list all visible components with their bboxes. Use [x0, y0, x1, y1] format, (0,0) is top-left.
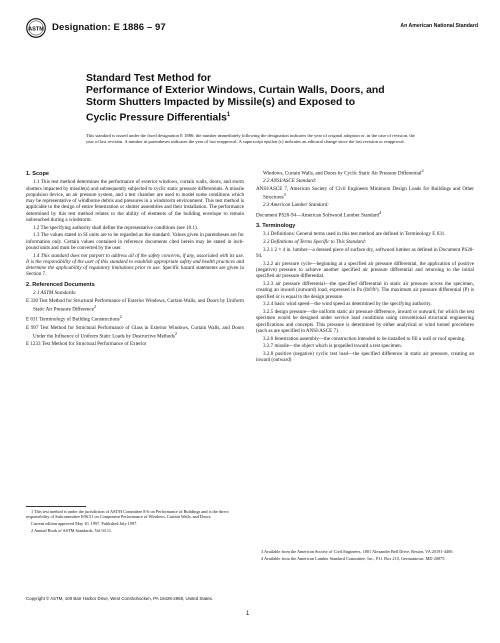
copyright-notice: Copyright © ASTM, 100 Barr Harbor Drive, West Conshohocken, PA 19428-2959, United States. [26, 596, 214, 601]
definition-3-2-5: 3.2.5 design pressure—the uniform static air pressure difference, inward or outward, for which the test specimen would be designed under service load conditions using conventional structural engineering specifications and concepts. This pressure is determined by either analytical or wind tunnel procedures (such as are specified in ANSI/ASCE 7). [256, 309, 474, 334]
paragraph-3-1: 3.1 Definitions: General terms used in this test method are defined in Terminology E 631. [263, 231, 446, 238]
reference-e1233-continued: Windows, Curtain Walls, and Doors by Cyclic Static Air Pressure Differential$^2$ [263, 168, 424, 177]
paragraph-1-3: 1.3 The values stated in SI units are to be regarded as the standard. Values given in parentheses are for information only. Certain values contained in reference documents cited herein may be stated in inch-pound units and must be converted by the user. [26, 232, 244, 251]
definition-3-2-8: 3.2.8 positive (negative) cyclic test load—the specified difference in static air pressure, creating an inward (outward) [256, 351, 474, 364]
title-line-1: Standard Test Method for [86, 73, 212, 84]
astm-logo-icon [26, 18, 46, 38]
left-column [26, 168, 244, 349]
reference-e631: E 631 Terminology of Building Constructions$^2$ [26, 314, 122, 323]
reference-e330: E 330 Test Method for Structural Performance of Exterior Windows, Curtain Walls, and Doors by Uniform Static Air Pressure Difference$^2$ [26, 297, 244, 313]
section-terminology-heading: 3. Terminology [256, 223, 296, 230]
reference-ps20-94: Document PS20-94—American Softwood Lumber Standard$^4$ [256, 210, 382, 219]
right-column [256, 168, 474, 365]
paragraph-1-1: 1.1 This test method determines the performance of exterior windows, curtain walls, doors, and storm shutters impacted by missile(s) and subsequently subjected to cyclic static pressure differentials. A missile propulsion device, an air pressure system, and a test chamber are used to model some conditions which may be representative of windborne debris and pressures in a windstorm environment. This test method is applicable to the design of entire fenestration or shutter assemblies and their installation. The performance determined by this test method relates to the ability of elements of the building envelope to remain unbreached during a windstorm. [26, 179, 244, 223]
section-scope-heading: 1. Scope [26, 171, 50, 177]
page-number: 1 [246, 611, 250, 617]
title-line-3: Storm Shutters Impacted by Missile(s) and Exposed to [86, 97, 356, 108]
footnote-divider-left [26, 506, 86, 507]
footnote-4: 4 Available from the American Lumber Standard Committee, Inc., P.O. Box 210, Germantown, MD 20875. [261, 555, 446, 561]
subsection-american-lumber-standard: 2.3 American Lumber Standard: [263, 202, 329, 209]
footnote-1-edition: Current edition approved May 10, 1997. Published July 1997. [31, 521, 138, 527]
subsection-astm-standards: 2.1 ASTM Standards: [33, 289, 77, 296]
reference-e1233: E 1233 Test Method for Structural Performance of Exterior [26, 341, 147, 348]
definition-3-2-3: 3.2.3 air pressure differential—the specified differential in static air pressure across the specimen, creating an inward (outward) load, expressed in Pa (lbf/ft²). The maximum air pressure differential (P) is specified or is equal to the design pressure. [256, 281, 474, 300]
page-header [26, 18, 478, 40]
definition-3-2-1: 3.2.1 2 × 4 in. lumber—a dressed piece of surface dry, softwood lumber as defined in Document PS20-94. [256, 246, 474, 260]
definition-3-2-7: 3.2.7 missile—the object which is propelled toward a test specimen. [263, 343, 402, 350]
section-referenced-documents-heading: 2. Referenced Documents [26, 281, 95, 288]
svg-text:ASTM: ASTM [28, 26, 44, 33]
standard-issuance-note: This standard is issued under the fixed designation E 1886; the number immediately following the designation indicates the year of original adoption or, in the case of revision, the year of last revision. A number in parentheses indicates the year of last reapproval. A superscript epsilon (ε) indicates an editorial change since the last revision or reapproval. [86, 133, 415, 144]
definition-3-2-4: 3.2.4 basic wind speed—the wind speed as determined by the specifying authority. [263, 301, 432, 308]
footnote-2: 2 Annual Book of ASTM Standards, Vol 04.11. [31, 528, 113, 534]
title-line-2: Performance of Exterior Windows, Curtain Walls, Doors, and [86, 85, 385, 96]
designation: Designation: E 1886 – 97 [52, 22, 166, 33]
footnotes-left [26, 509, 244, 535]
reference-e997: E 997 Test Method for Structural Performance of Glass in Exterior Windows, Curtain Walls, and Doors Under the Influence of Uniform Static Loads by Destructive Methods$^2$ [26, 324, 244, 340]
paragraph-1-2: 1.2 The specifying authority shall define the representative conditions (see 10.1). [33, 224, 198, 231]
paragraph-1-4: 1.4 This standard does not purport to address all of the safety concerns, if any, associated with its use. It is the responsibility of the user of this standard to establish appropriate safety and health practices and determine the applicability of regulatory limitations prior to use. Specific hazard statements are given in Section 7. [26, 252, 244, 278]
footnote-1: 1 This test method is under the jurisdiction of ASTM Committee E-6 on Performance of Buildings and is the direct responsibility of Subcommittee E06.51 on Component Performance of Windows, Curtain Walls, and Doors. [26, 509, 229, 520]
document-title [86, 73, 416, 124]
paragraph-3-2: 3.2 Definitions of Terms Specific to This Standard: [263, 239, 367, 246]
reference-ansi-asce-7: ANSI/ASCE 7, American Society of Civil Engineers Minimum Design Loads for Buildings and Other Structures$^3$ [256, 185, 474, 201]
definition-3-2-2: 3.2.2 air pressure cycle—beginning at a specified air pressure differential, the application of positive (negative) pressure to achieve another specified air pressure differential and returning to the initial specified air pressure differential. [256, 260, 474, 280]
title-line-4: Cyclic Pressure Differentials$^1$ [86, 112, 231, 124]
definition-3-2-6: 3.2.6 fenestration assembly—the construction intended to be installed to fill a wall or roof opening. [263, 335, 466, 342]
american-national-standard-label: An American National Standard [400, 23, 478, 29]
subsection-ansi-asce-standard: 2.2 ANSI/ASCE Standard: [263, 177, 317, 184]
footnote-3: 3 Available from the American Society of Civil Engineers, 1801 Alexander Bell Drive, Reston, VA 20191-4400. [261, 549, 454, 554]
footnotes-right [256, 549, 474, 563]
